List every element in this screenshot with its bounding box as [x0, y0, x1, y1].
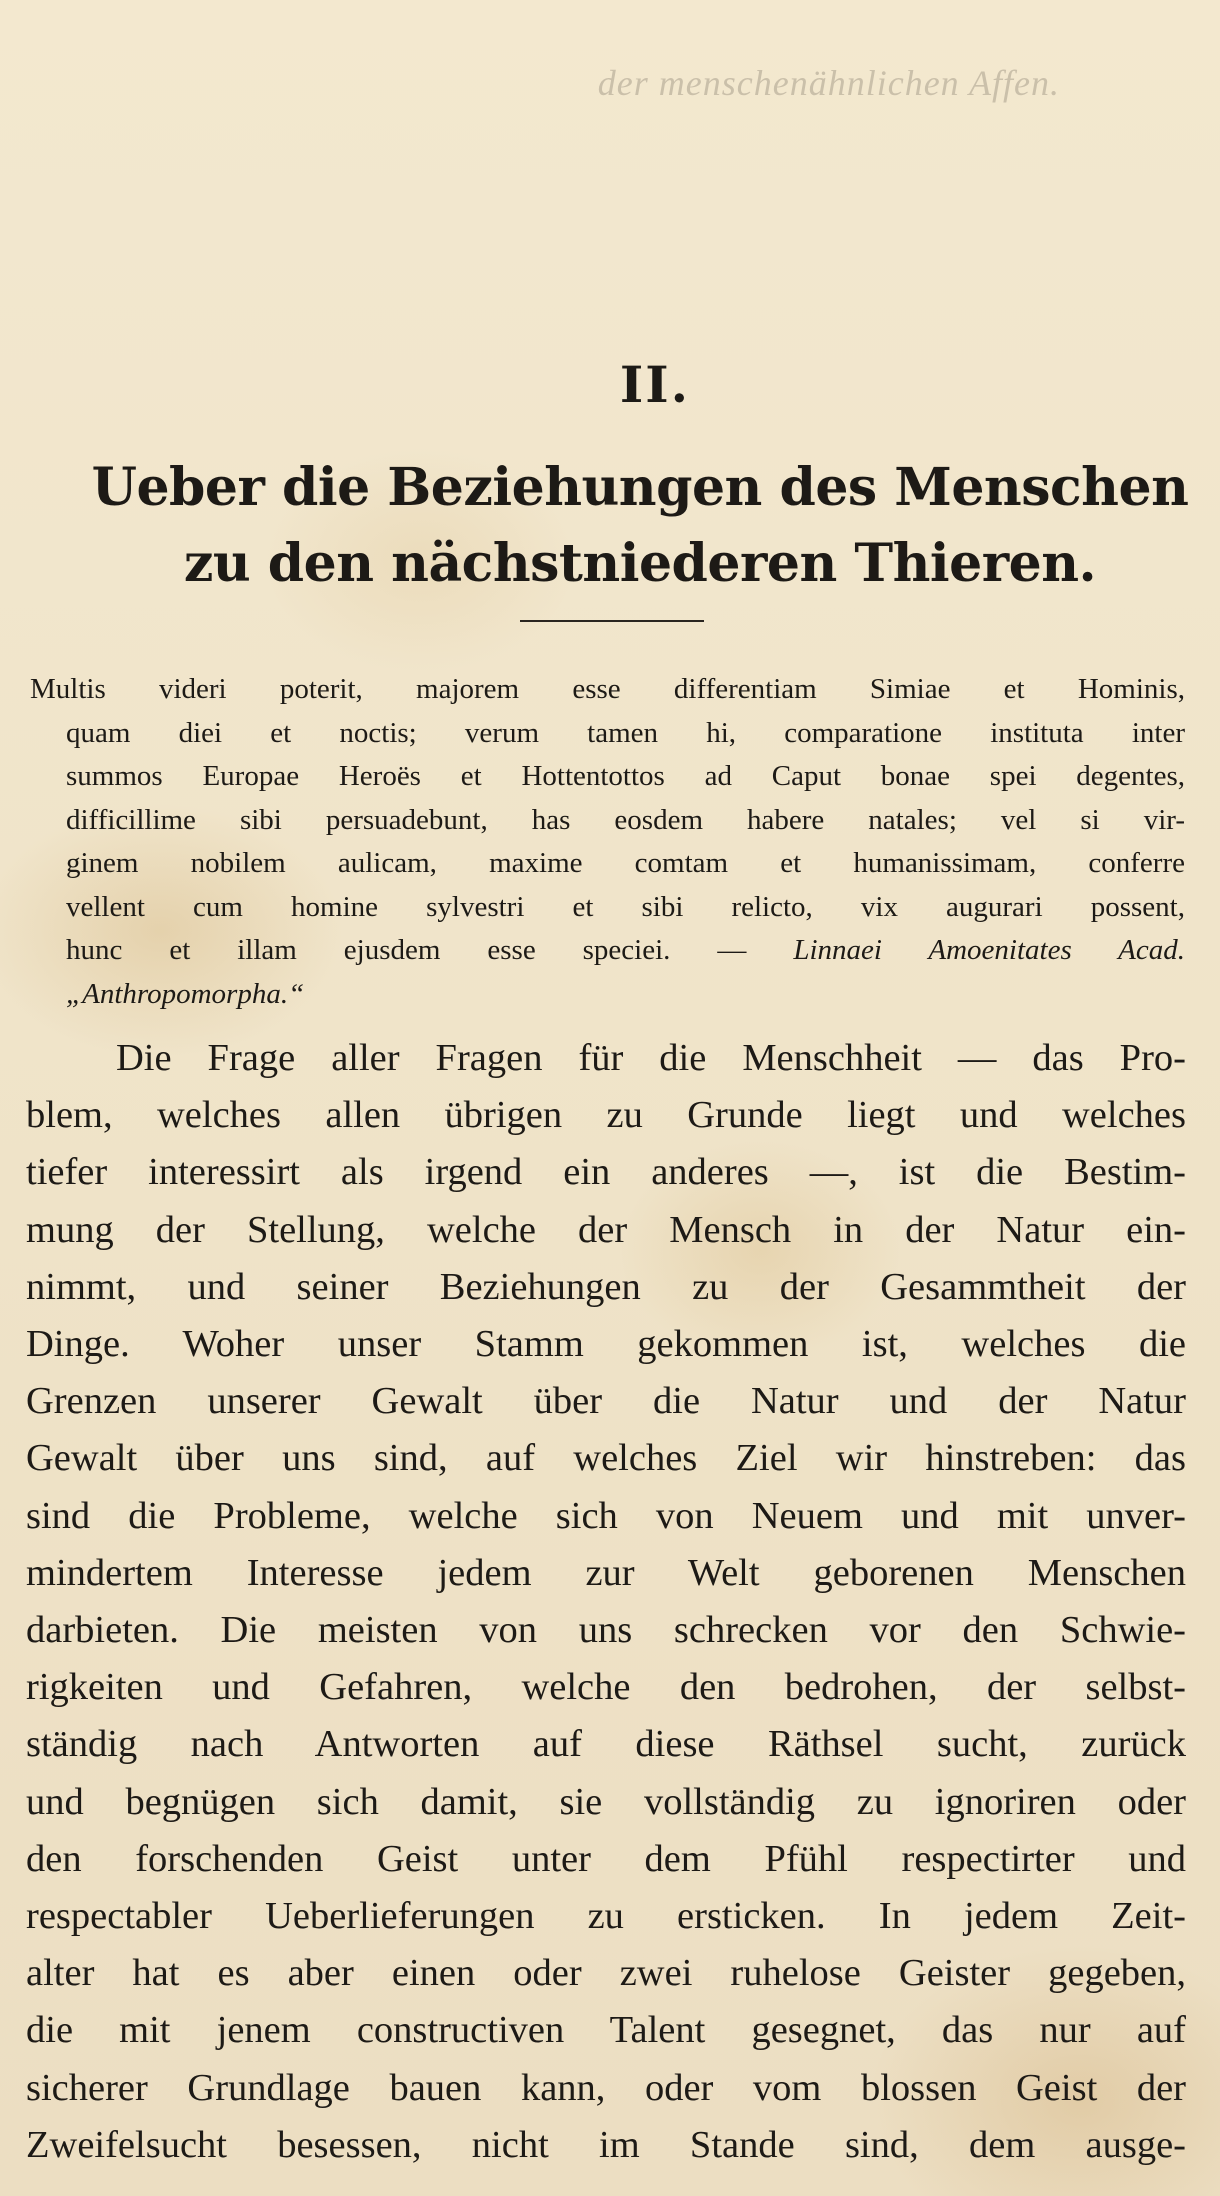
- epigraph-line: difficillime sibi persuadebunt, has eosdem habere natales; vel si vir-: [66, 803, 1185, 836]
- body-line: Zweifelsucht besessen, nicht im Stande sind, dem ausge-: [26, 2123, 1186, 2166]
- epigraph-citation-work: „Anthropomorpha.“: [66, 977, 305, 1010]
- body-line: sicherer Grundlage bauen kann, oder vom blossen Geist der: [26, 2066, 1186, 2109]
- epigraph-line-text: hunc et illam ejusdem esse speciei. —: [66, 934, 747, 966]
- body-line: nimmt, und seiner Beziehungen zu der Gesammtheit der: [26, 1265, 1186, 1308]
- body-line: und begnügen sich damit, sie vollständig zu ignoriren oder: [26, 1780, 1186, 1823]
- chapter-title-line-2: zu den nächstniederen Thieren.: [183, 533, 1097, 594]
- body-line: ständig nach Antworten auf diese Räthsel sucht, zurück: [26, 1723, 1186, 1766]
- body-line: Grenzen unserer Gewalt über die Natur und der Natur: [26, 1380, 1186, 1423]
- epigraph-citation: Linnaei Amoenitates Acad.: [793, 934, 1186, 966]
- body-line: sind die Probleme, welche sich von Neuem und mit unver-: [26, 1494, 1186, 1537]
- body-line: tiefer interessirt als irgend ein anderes —, ist die Bestim-: [26, 1151, 1186, 1194]
- epigraph-line: Multis videri poterit, majorem esse differentiam Simiae et Hominis,: [30, 673, 1185, 705]
- body-line: respectabler Ueberlieferungen zu ersticken. In jedem Zeit-: [26, 1895, 1186, 1938]
- running-head-bleedthrough: der menschenähnlichen Affen.: [597, 63, 1060, 103]
- title-divider-rule: [520, 620, 704, 622]
- body-line: blem, welches allen übrigen zu Grunde liegt und welches: [26, 1094, 1186, 1137]
- body-paragraph: [26, 1030, 1186, 2174]
- body-line: rigkeiten und Gefahren, welche den bedrohen, der selbst-: [26, 1666, 1186, 1709]
- epigraph-line: ginem nobilem aulicam, maxime comtam et humanissimam, conferre: [66, 847, 1185, 879]
- epigraph-line: quam diei et noctis; verum tamen hi, comparatione instituta inter: [66, 716, 1185, 749]
- epigraph-line: vellent cum homine sylvestri et sibi relicto, vix augurari possent,: [66, 890, 1185, 923]
- chapter-title-line-1: Ueber die Beziehungen des Menschen: [91, 457, 1189, 518]
- epigraph-citation-line: [30, 929, 1185, 973]
- body-line: darbieten. Die meisten von uns schrecken vor den Schwie-: [26, 1609, 1186, 1652]
- body-line: Gewalt über uns sind, auf welches Ziel wir hinstreben: das: [26, 1437, 1186, 1480]
- body-line: Die Frage aller Fragen für die Menschheit — das Pro-: [116, 1037, 1186, 1079]
- body-line: die mit jenem constructiven Talent gesegnet, das nur auf: [26, 2009, 1186, 2052]
- body-line: Dinge. Woher unser Stamm gekommen ist, welches die: [26, 1323, 1186, 1366]
- body-line: mindertem Interesse jedem zur Welt geborenen Menschen: [26, 1551, 1186, 1594]
- epigraph: [30, 668, 1185, 1016]
- body-line: den forschenden Geist unter dem Pfühl respectirter und: [26, 1837, 1186, 1880]
- body-line: alter hat es aber einen oder zwei ruhelose Geister gegeben,: [26, 1952, 1186, 1995]
- chapter-number: II.: [619, 355, 691, 414]
- epigraph-citation-title: [30, 973, 1185, 1017]
- epigraph-line: summos Europae Heroës et Hottentottos ad Caput bonae spei degentes,: [66, 760, 1185, 792]
- body-line: mung der Stellung, welche der Mensch in der Natur ein-: [26, 1208, 1186, 1251]
- chapter-title: [0, 450, 1220, 602]
